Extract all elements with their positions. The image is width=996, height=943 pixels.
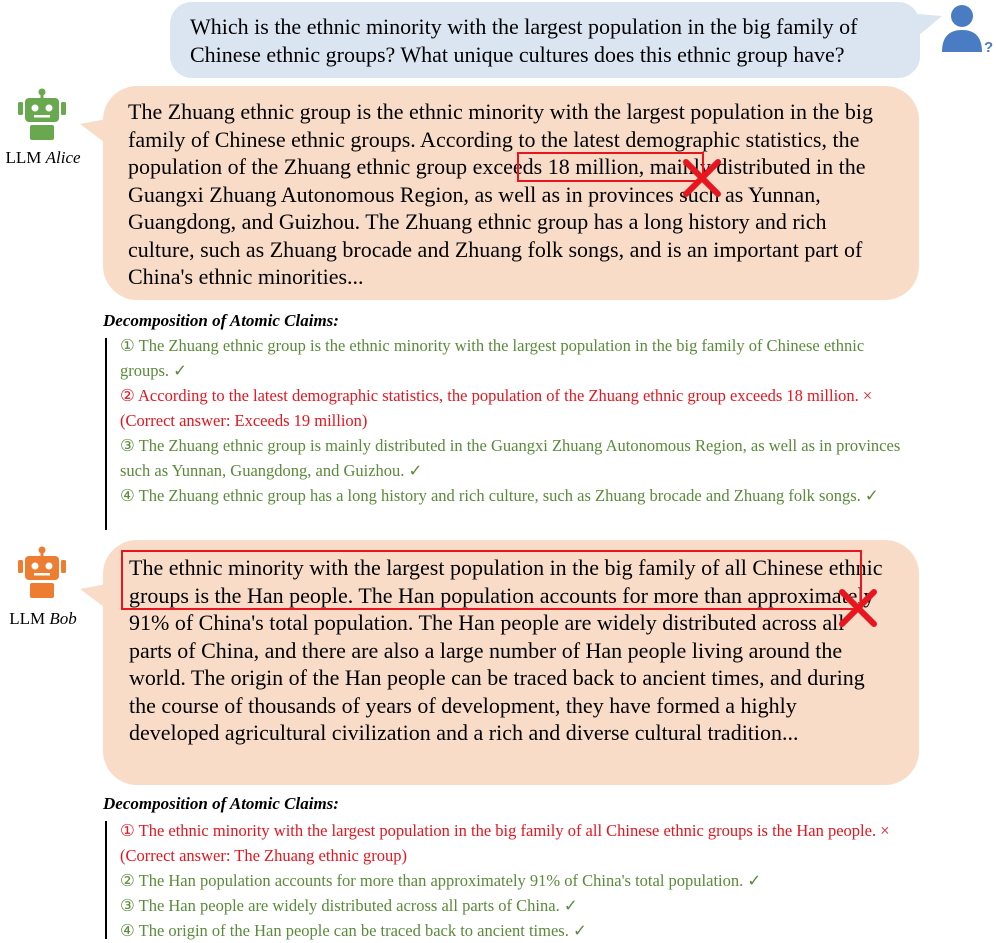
alice-error-x-icon [682,158,722,198]
bob-error-highlight [121,550,862,610]
alice-error-highlight [517,152,704,182]
bob-error-x-icon [838,588,878,628]
bob-claim-4: ④ The origin of the Han people can be traced back to ancient times. ✓ [120,921,587,940]
alice-robot-icon [17,88,67,140]
bob-answer-text: The ethnic minority with the largest population in the big family of all Chinese ethnic groups is the Han people. The Han population accounts for more than approximately 91% of China's total population. The Han people are widely distributed across all parts of China, and there are also a large number of Han people living around the world. The origin of the Han people can be traced back to ancient times, and during the course of thousands of years of development, they have formed a highly developed agricultural civilization and a rich and diverse cultural tradition... [129,555,883,745]
bob-label-name: Bob [49,609,77,628]
bob-claim-2: ② The Han population accounts for more than approximately 91% of China's total population. ✓ [120,871,762,890]
alice-label-name: Alice [45,148,81,167]
alice-label-prefix: LLM [5,148,46,167]
alice-claim-1: ① The Zhuang ethnic group is the ethnic minority with the largest population in the big family of Chinese ethnic groups. ✓ [120,336,865,380]
alice-claim-2: ② According to the latest demographic statistics, the population of the Zhuang ethnic group exceeds 18 million. × (Correct answer: Exceeds 19 million) [120,386,873,430]
question-bubble-tail [918,14,942,36]
alice-claim-4: ④ The Zhuang ethnic group has a long history and rich culture, such as Zhuang brocade and Zhuang folk songs. ✓ [120,486,879,505]
alice-claims-bar [105,338,107,530]
bob-label [0,609,86,629]
bob-claim-1: ① The ethnic minority with the largest population in the big family of all Chinese ethnic groups is the Han people. × (Correct answer: The Zhuang ethnic group) [120,821,890,865]
user-icon [940,0,996,56]
alice-answer-text: The Zhuang ethnic group is the ethnic minority with the largest population in the big family of Chinese ethnic groups. According to the latest demographic statistics, the population of the Zhuang ethnic group exceeds 18 million, mainly distributed in the Guangxi Zhuang Autonomous Region, as well as in provinces such as Yunnan, Guangdong, and Guizhou. The Zhuang ethnic group has a long history and rich culture, such as Zhuang brocade and Zhuang folk songs, and is an important part of China's ethnic minorities... [128,99,874,289]
alice-claims-title: Decomposition of Atomic Claims: [103,311,339,330]
alice-label [0,148,86,168]
question-bubble [170,2,920,78]
user-question-mark: ? [984,39,994,56]
bob-claim-3: ③ The Han people are widely distributed across all parts of China. ✓ [120,896,578,915]
alice-claim-3: ③ The Zhuang ethnic group is mainly distributed in the Guangxi Zhuang Autonomous Region, as well as in provinces such as Yunnan, Guangdong, and Guizhou. ✓ [120,436,901,480]
bob-claims-bar [105,821,107,939]
bob-claims-title: Decomposition of Atomic Claims: [103,794,339,813]
bob-label-prefix: LLM [9,609,50,628]
alice-answer-bubble [103,86,919,300]
bob-robot-icon [17,546,67,598]
question-text: Which is the ethnic minority with the largest population in the big family of Chinese ethnic groups? What unique cultures does this ethnic group have? [190,14,858,67]
